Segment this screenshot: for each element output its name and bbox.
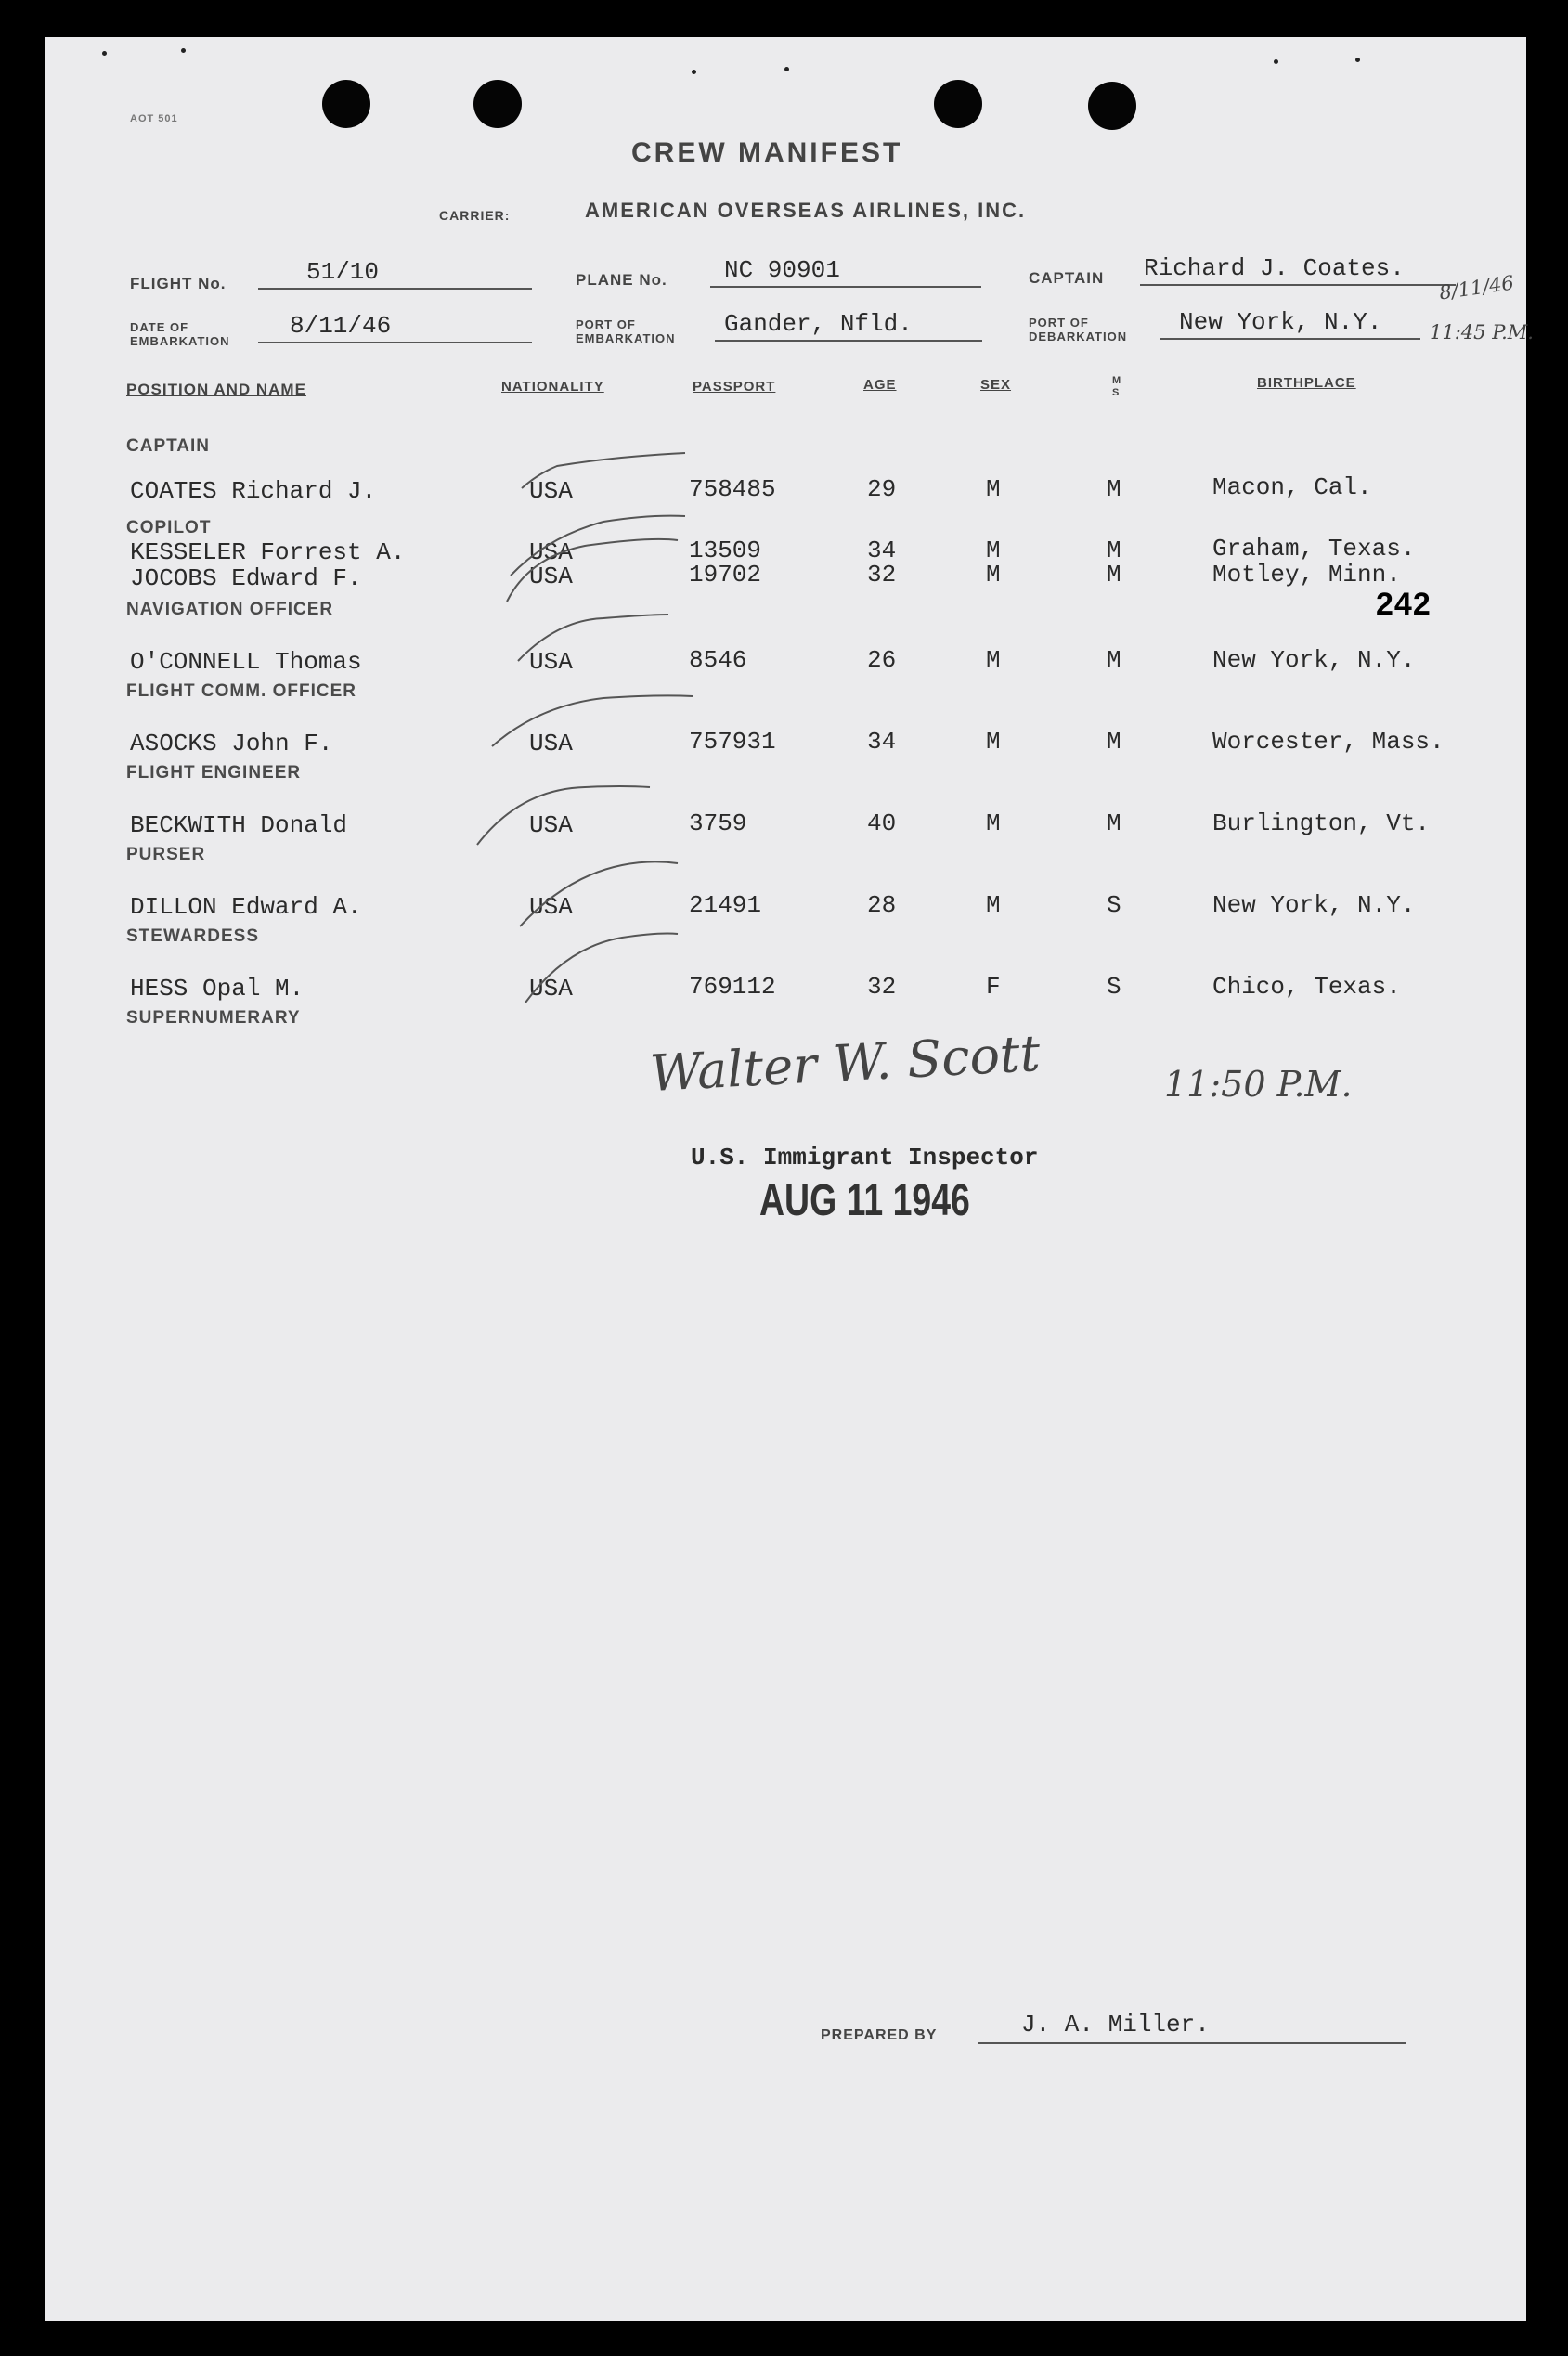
crew-name: O'CONNELL Thomas (130, 648, 362, 676)
crew-birthplace: Graham, Texas. (1212, 535, 1416, 563)
plane-value: NC 90901 (724, 256, 840, 284)
crew-nationality: USA (529, 730, 573, 757)
crew-age: 40 (867, 809, 897, 837)
crew-age: 28 (867, 891, 897, 919)
crew-birthplace: Chico, Texas. (1212, 973, 1401, 1001)
crew-birthplace: Macon, Cal. (1212, 473, 1372, 501)
crew-marital-status: M (1107, 475, 1121, 503)
crew-sex: M (986, 728, 1001, 756)
crew-marital-status: S (1107, 973, 1121, 1001)
crew-passport: 3759 (689, 809, 747, 837)
inspector-title: U.S. Immigrant Inspector (691, 1144, 1039, 1172)
captain-value: Richard J. Coates. (1144, 254, 1405, 282)
role-label: STEWARDESS (126, 926, 260, 946)
crew-marital-status: M (1107, 809, 1121, 837)
flight-line (258, 288, 532, 290)
page-number: 242 (1376, 587, 1432, 622)
prepared-by-value: J. A. Miller. (1021, 2011, 1210, 2039)
crew-sex: M (986, 809, 1001, 837)
punch-hole (473, 80, 522, 128)
prepared-by-label: PREPARED BY (821, 2027, 938, 2043)
role-label: CAPTAIN (126, 436, 211, 456)
role-label: NAVIGATION OFFICER (126, 600, 334, 619)
header-marital-status: M S (1112, 375, 1122, 398)
crew-age: 32 (867, 561, 897, 589)
crew-name: KESSELER Forrest A. (130, 538, 406, 566)
crew-marital-status: M (1107, 728, 1121, 756)
port-debarkation-label: PORT OF DEBARKATION (1029, 316, 1128, 343)
crew-marital-status: M (1107, 646, 1121, 674)
form-code: AOT 501 (130, 113, 178, 124)
port-embarkation-value: Gander, Nfld. (724, 310, 913, 338)
crew-marital-status: S (1107, 891, 1121, 919)
crew-sex: M (986, 561, 1001, 589)
header-birthplace: BIRTHPLACE (1257, 375, 1356, 391)
speck (102, 51, 107, 56)
crew-nationality: USA (529, 477, 573, 505)
crew-sex: M (986, 646, 1001, 674)
crew-birthplace: New York, N.Y. (1212, 646, 1416, 674)
crew-sex: M (986, 537, 1001, 564)
role-label: FLIGHT COMM. OFFICER (126, 681, 356, 701)
crew-sex: F (986, 973, 1001, 1001)
crew-passport: 769112 (689, 973, 776, 1001)
crew-name: DILLON Edward A. (130, 893, 362, 921)
carrier-label: CARRIER: (439, 208, 511, 223)
header-age: AGE (863, 377, 897, 393)
crew-name: HESS Opal M. (130, 975, 305, 1003)
crew-passport: 757931 (689, 728, 776, 756)
crew-birthplace: New York, N.Y. (1212, 891, 1416, 919)
crew-nationality: USA (529, 811, 573, 839)
flight-value: 51/10 (306, 258, 380, 286)
prepared-by-line (978, 2042, 1406, 2044)
speck (692, 70, 696, 74)
role-label: PURSER (126, 845, 206, 864)
punch-hole (1088, 82, 1136, 130)
crew-marital-status: M (1107, 537, 1121, 564)
speck (784, 67, 789, 71)
crew-age: 26 (867, 646, 897, 674)
inspector-signature: Walter W. Scott (648, 1024, 1042, 1103)
date-line (258, 342, 532, 343)
crew-age: 29 (867, 475, 897, 503)
crew-passport: 19702 (689, 561, 762, 589)
header-sex: SEX (980, 377, 1012, 393)
punch-hole (322, 80, 370, 128)
crew-name: JOCOBS Edward F. (130, 564, 362, 592)
speck (181, 48, 186, 53)
punch-hole (934, 80, 982, 128)
role-label: FLIGHT ENGINEER (126, 763, 302, 783)
crew-nationality: USA (529, 538, 573, 566)
crew-age: 34 (867, 537, 897, 564)
role-label: COPILOT (126, 518, 212, 537)
plane-label: PLANE No. (576, 271, 667, 289)
check-marks (464, 436, 724, 1030)
date-value: 8/11/46 (290, 312, 392, 340)
crew-name: COATES Richard J. (130, 477, 377, 505)
header-passport: PASSPORT (693, 379, 776, 395)
crew-nationality: USA (529, 975, 573, 1003)
crew-birthplace: Worcester, Mass. (1212, 728, 1445, 756)
port-embarkation-label: PORT OF EMBARKATION (576, 317, 676, 345)
crew-age: 32 (867, 973, 897, 1001)
handwritten-time: 11:45 P.M. (1430, 321, 1534, 343)
crew-nationality: USA (529, 648, 573, 676)
crew-sex: M (986, 891, 1001, 919)
date-label: DATE OF EMBARKATION (130, 320, 230, 348)
header-nationality: NATIONALITY (501, 379, 604, 395)
flight-label: FLIGHT No. (130, 275, 227, 292)
plane-line (710, 286, 981, 288)
port-debarkation-line (1160, 338, 1420, 340)
crew-nationality: USA (529, 563, 573, 590)
date-stamp: AUG 11 1946 (759, 1176, 970, 1225)
crew-birthplace: Burlington, Vt. (1212, 809, 1431, 837)
port-debarkation-value: New York, N.Y. (1179, 308, 1382, 336)
speck (1274, 59, 1278, 64)
crew-passport: 758485 (689, 475, 776, 503)
crew-name: BECKWITH Donald (130, 811, 348, 839)
speck (1355, 58, 1360, 62)
crew-birthplace: Motley, Minn. (1212, 561, 1401, 589)
captain-line (1140, 284, 1456, 286)
crew-sex: M (986, 475, 1001, 503)
crew-passport: 21491 (689, 891, 762, 919)
page-title: CREW MANIFEST (631, 137, 903, 168)
captain-label: CAPTAIN (1029, 269, 1105, 287)
crew-passport: 8546 (689, 646, 747, 674)
header-position: POSITION AND NAME (126, 381, 306, 398)
crew-nationality: USA (529, 893, 573, 921)
supernumerary-label: SUPERNUMERARY (126, 1008, 301, 1028)
carrier-name: AMERICAN OVERSEAS AIRLINES, INC. (585, 199, 1027, 222)
crew-passport: 13509 (689, 537, 762, 564)
signature-time: 11:50 P.M. (1164, 1064, 1353, 1105)
crew-marital-status: M (1107, 561, 1121, 589)
port-embarkation-line (715, 340, 982, 342)
crew-name: ASOCKS John F. (130, 730, 333, 757)
crew-age: 34 (867, 728, 897, 756)
handwritten-date: 8/11/46 (1437, 271, 1516, 304)
